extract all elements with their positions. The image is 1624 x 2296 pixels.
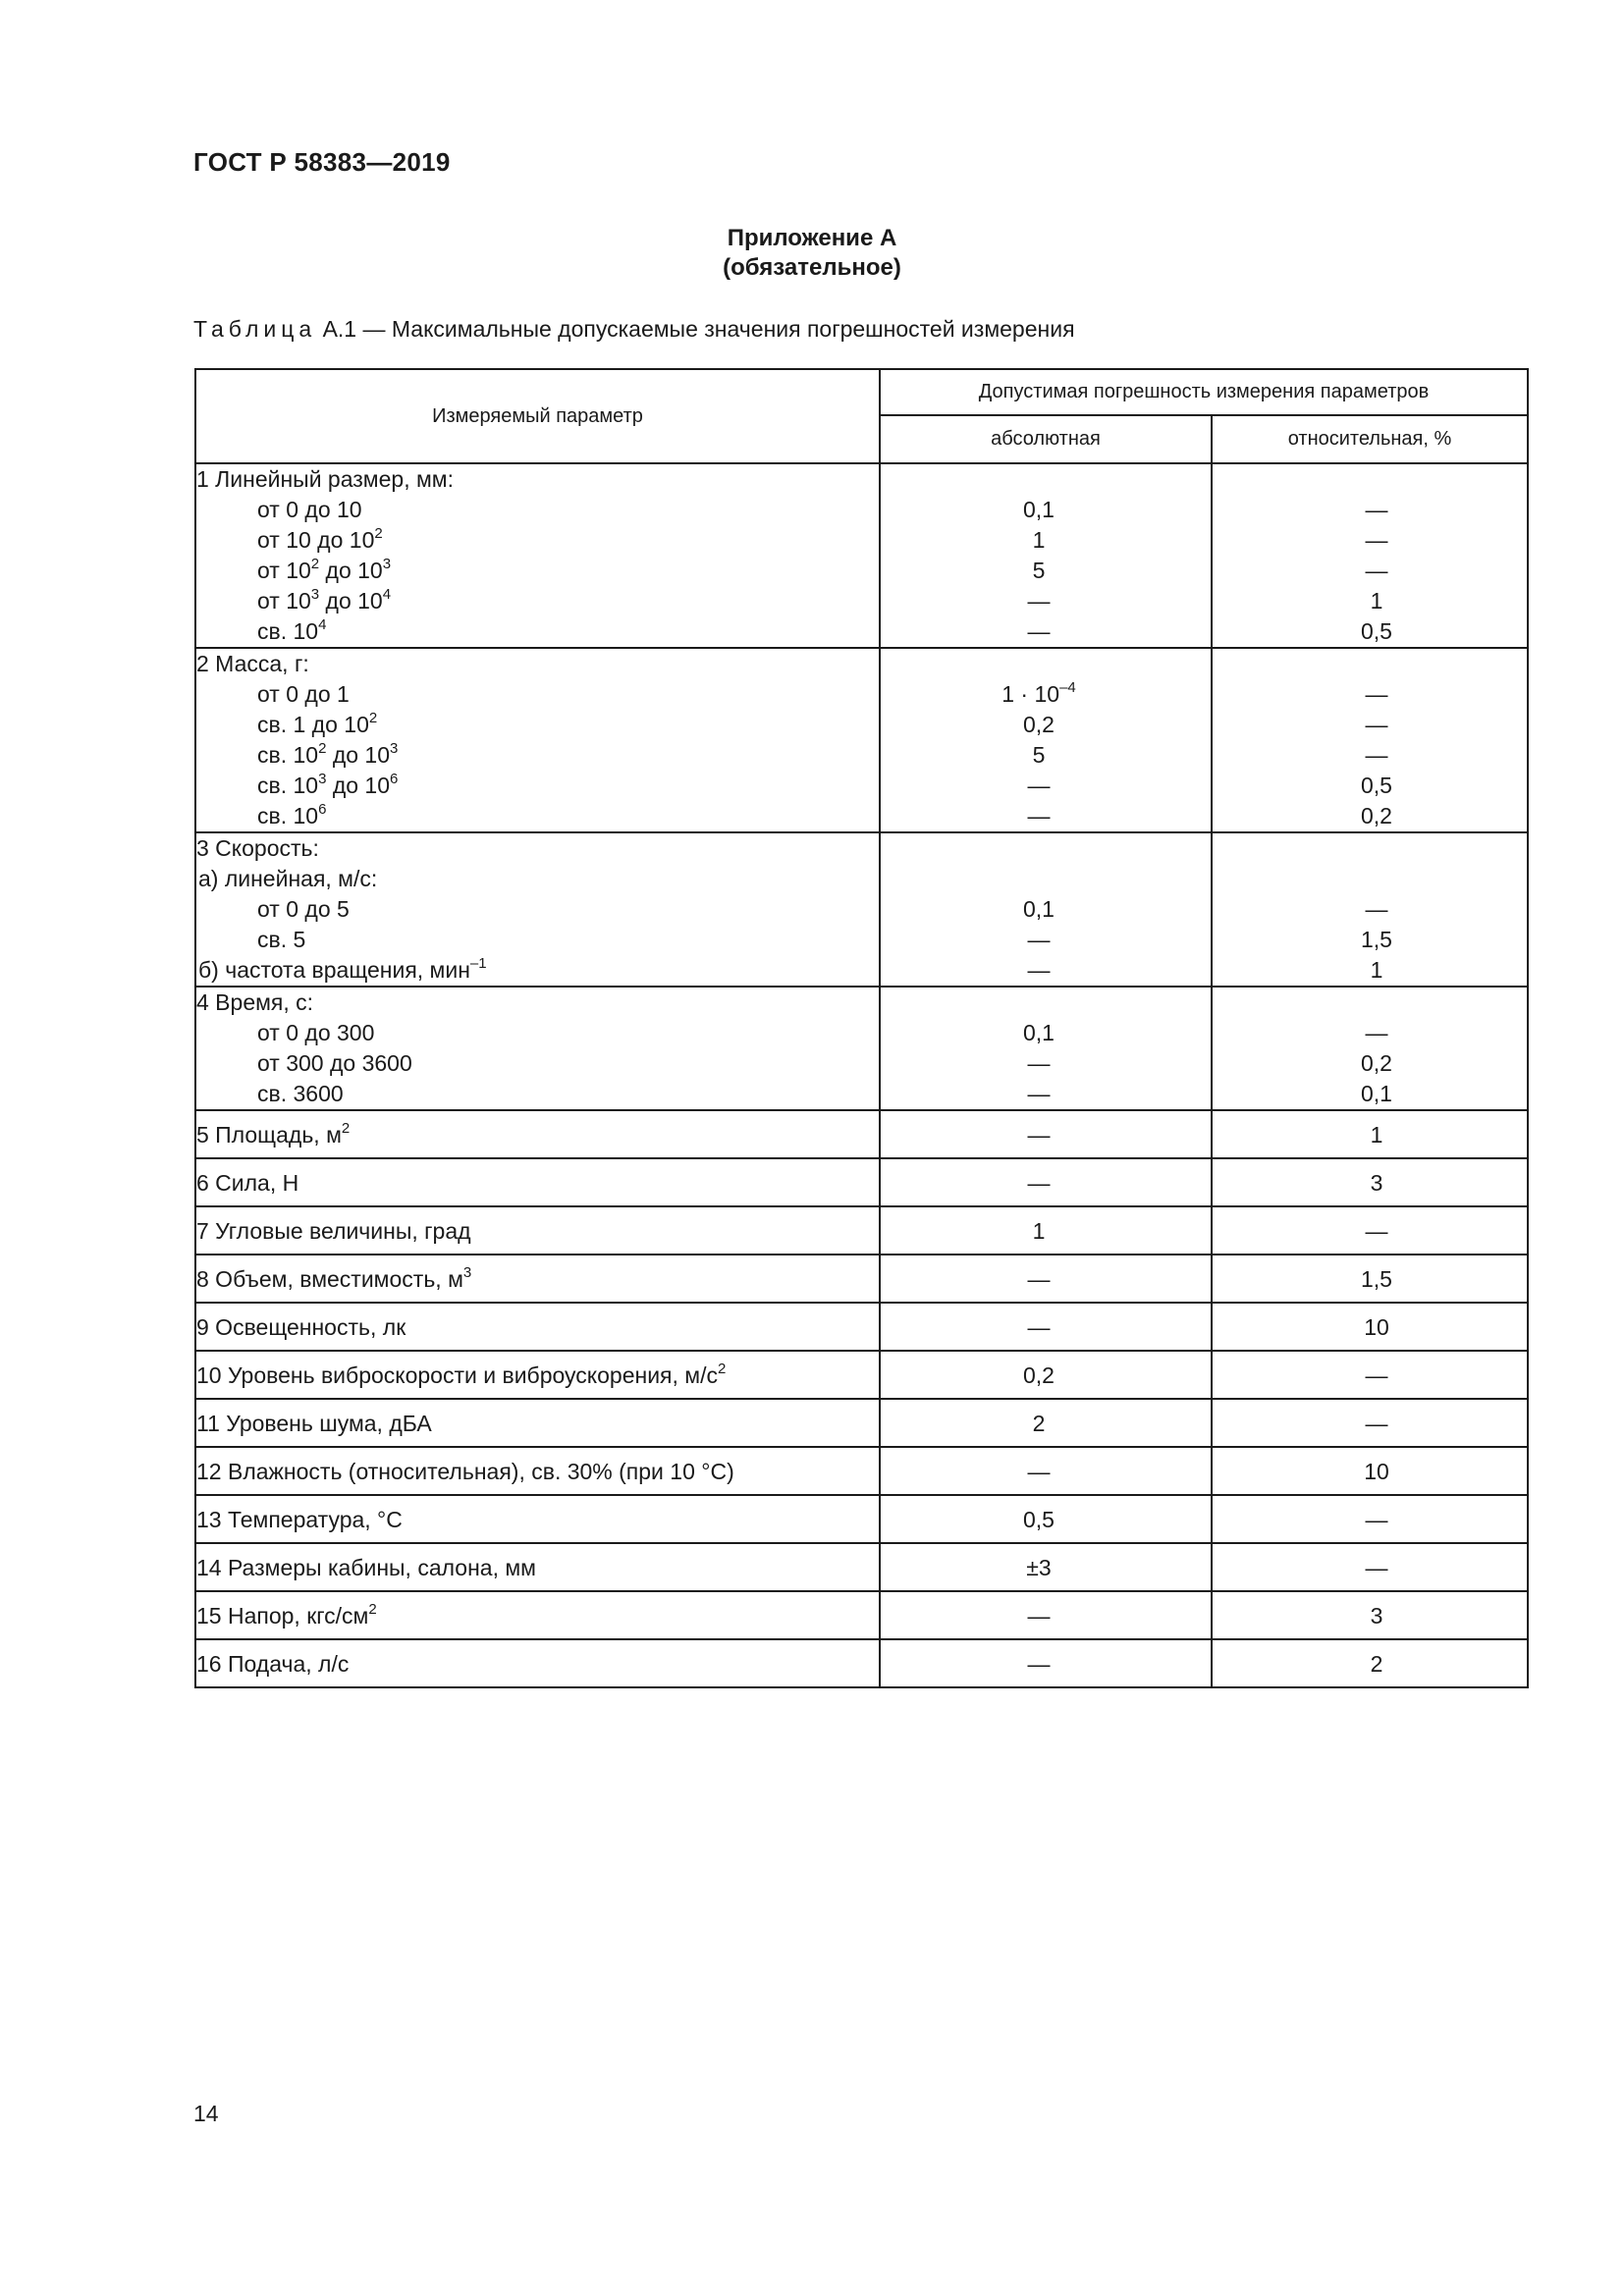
absolute-value-text: 1 · 10	[1001, 681, 1060, 707]
parameter-cell	[195, 1447, 880, 1495]
parameter-cell	[195, 648, 880, 832]
absolute-value	[881, 495, 1197, 525]
absolute-value	[881, 925, 1197, 955]
relative-value: —	[1365, 1506, 1388, 1532]
parameter-line	[196, 740, 879, 771]
parameter-cell	[195, 1495, 880, 1543]
absolute-value-text: 0,1	[1023, 1020, 1055, 1045]
relative-value: 3	[1370, 1602, 1383, 1629]
parameter-cell	[195, 463, 880, 648]
exponent: –4	[1059, 679, 1076, 696]
absolute-cell	[880, 1639, 1212, 1687]
absolute-value: —	[1027, 1458, 1051, 1484]
parameter-line	[196, 1601, 879, 1631]
parameter-line	[196, 955, 879, 986]
parameter-cell	[195, 1591, 880, 1639]
absolute-value-text: —	[1027, 927, 1051, 952]
relative-value-text: —	[1365, 497, 1388, 522]
relative-value	[1226, 988, 1527, 1018]
parameter-cell	[195, 1351, 880, 1399]
table-row	[195, 1639, 1528, 1687]
relative-cell	[1212, 1543, 1528, 1591]
appendix-title: Приложение А	[727, 225, 897, 251]
table-caption-label: Таблица	[193, 316, 317, 342]
absolute-value	[881, 771, 1197, 801]
parameter-line	[196, 833, 879, 864]
relative-value-text: 1	[1370, 957, 1383, 983]
relative-value	[1226, 740, 1527, 771]
parameter-text: 4 Время, с:	[196, 989, 314, 1015]
absolute-value: 1	[1032, 1217, 1046, 1244]
exponent: 3	[382, 556, 392, 572]
absolute-value-text: —	[1027, 1050, 1051, 1076]
header-allowed-error: Допустимая погрешность измерения параметров	[880, 369, 1528, 415]
exponent: 4	[318, 616, 327, 633]
table-row	[195, 648, 1528, 832]
relative-value	[1226, 894, 1527, 925]
parameter-line	[196, 495, 879, 525]
parameter-line	[196, 1553, 879, 1583]
relative-cell	[1212, 1110, 1528, 1158]
relative-value-text: —	[1365, 1020, 1388, 1045]
parameter-text: 13 Температура, °С	[196, 1506, 403, 1532]
parameter-text: от 300 до 3600	[257, 1050, 412, 1076]
relative-cell	[1212, 648, 1528, 832]
relative-value: —	[1365, 1362, 1388, 1388]
parameter-cell	[195, 832, 880, 987]
absolute-value-text: 5	[1032, 742, 1046, 768]
absolute-value	[881, 586, 1197, 616]
absolute-value-text: 0,1	[1023, 497, 1055, 522]
absolute-cell	[880, 1495, 1212, 1543]
parameter-text: до 10	[319, 558, 383, 583]
relative-cell	[1212, 463, 1528, 648]
absolute-value: —	[1027, 1313, 1051, 1340]
relative-value-text: —	[1365, 558, 1388, 583]
relative-value	[1226, 556, 1527, 586]
parameter-line	[196, 1168, 879, 1199]
parameter-line	[196, 1048, 879, 1079]
absolute-cell	[880, 1591, 1212, 1639]
absolute-value-text: 1	[1032, 527, 1046, 553]
parameter-text: от 0 до 5	[257, 896, 350, 922]
absolute-value-text: —	[1027, 773, 1051, 798]
relative-value-text: —	[1365, 681, 1388, 707]
parameter-cell	[195, 1543, 880, 1591]
relative-cell	[1212, 1495, 1528, 1543]
absolute-value	[881, 1048, 1197, 1079]
relative-value: 10	[1364, 1458, 1389, 1484]
relative-cell	[1212, 1591, 1528, 1639]
relative-cell	[1212, 1639, 1528, 1687]
parameter-text: св. 5	[257, 927, 306, 952]
relative-cell	[1212, 1303, 1528, 1351]
parameter-line	[196, 1361, 879, 1391]
exponent: 4	[382, 586, 392, 603]
parameter-text: от 0 до 10	[257, 497, 362, 522]
absolute-value	[881, 525, 1197, 556]
absolute-value	[881, 955, 1197, 986]
parameter-text: 2 Масса, г:	[196, 651, 309, 676]
absolute-value-text: —	[1027, 803, 1051, 828]
relative-value-text: 1	[1370, 588, 1383, 614]
table-row	[195, 1303, 1528, 1351]
parameter-cell	[195, 1158, 880, 1206]
parameter-text: от 0 до 300	[257, 1020, 375, 1045]
parameter-cell	[195, 987, 880, 1110]
absolute-cell	[880, 1351, 1212, 1399]
table-row	[195, 1447, 1528, 1495]
parameter-line	[196, 771, 879, 801]
absolute-cell	[880, 1543, 1212, 1591]
relative-value: 1,5	[1361, 1265, 1392, 1292]
exponent: 2	[374, 525, 383, 542]
table-row	[195, 1495, 1528, 1543]
exponent: 2	[717, 1360, 727, 1377]
absolute-value-text: 5	[1032, 558, 1046, 583]
absolute-value	[881, 1018, 1197, 1048]
parameter-line	[196, 988, 879, 1018]
parameter-line	[196, 801, 879, 831]
absolute-value	[881, 988, 1197, 1018]
parameter-line	[196, 1216, 879, 1247]
relative-value-text: —	[1365, 712, 1388, 737]
absolute-cell	[880, 648, 1212, 832]
error-limits-table	[194, 368, 1529, 1688]
table-caption-text: А.1 — Максимальные допускаемые значения погрешностей измерения	[316, 316, 1075, 342]
relative-value: 10	[1364, 1313, 1389, 1340]
header-relative: относительная, %	[1212, 415, 1528, 463]
absolute-cell	[880, 463, 1212, 648]
absolute-value	[881, 464, 1197, 495]
absolute-cell	[880, 1303, 1212, 1351]
relative-value	[1226, 801, 1527, 831]
absolute-cell	[880, 1110, 1212, 1158]
absolute-value	[881, 1079, 1197, 1109]
parameter-text: до 10	[319, 588, 383, 614]
absolute-cell	[880, 1399, 1212, 1447]
parameter-line	[196, 710, 879, 740]
absolute-value: —	[1027, 1602, 1051, 1629]
parameter-cell	[195, 1206, 880, 1255]
table-row	[195, 832, 1528, 987]
exponent: 3	[310, 586, 320, 603]
relative-value	[1226, 586, 1527, 616]
absolute-value: —	[1027, 1265, 1051, 1292]
appendix-status: (обязательное)	[723, 254, 901, 281]
parameter-text: 7 Угловые величины, град	[196, 1217, 471, 1244]
relative-value	[1226, 679, 1527, 710]
absolute-value: —	[1027, 1650, 1051, 1677]
exponent: 3	[390, 740, 399, 757]
absolute-value	[881, 833, 1197, 864]
parameter-text: 15 Напор, кгс/см	[196, 1602, 369, 1629]
relative-value-text: 0,1	[1361, 1081, 1392, 1106]
exponent: 6	[318, 801, 327, 818]
parameter-line	[196, 1649, 879, 1680]
table-row	[195, 1591, 1528, 1639]
absolute-cell	[880, 987, 1212, 1110]
absolute-value: ±3	[1026, 1554, 1052, 1580]
parameter-text: 16 Подача, л/с	[196, 1650, 350, 1677]
relative-value	[1226, 955, 1527, 986]
parameter-cell	[195, 1303, 880, 1351]
relative-value	[1226, 1079, 1527, 1109]
relative-value-text: 0,5	[1361, 618, 1392, 644]
parameter-line	[196, 525, 879, 556]
absolute-value: 2	[1032, 1410, 1046, 1436]
exponent: –1	[469, 955, 487, 972]
parameter-text: 5 Площадь, м	[196, 1121, 342, 1148]
parameter-text: 9 Освещенность, лк	[196, 1313, 406, 1340]
relative-value	[1226, 495, 1527, 525]
relative-cell	[1212, 1255, 1528, 1303]
parameter-cell	[195, 1255, 880, 1303]
relative-value	[1226, 771, 1527, 801]
table-row	[195, 1351, 1528, 1399]
parameter-line	[196, 925, 879, 955]
relative-cell	[1212, 1158, 1528, 1206]
relative-cell	[1212, 1206, 1528, 1255]
parameter-text: до 10	[326, 742, 391, 768]
table-row	[195, 1399, 1528, 1447]
relative-value: 3	[1370, 1169, 1383, 1196]
parameter-text: от 10 до 10	[257, 527, 375, 553]
absolute-value	[881, 864, 1197, 894]
absolute-value-text: —	[1027, 1081, 1051, 1106]
relative-value-text: —	[1365, 742, 1388, 768]
parameter-text: 6 Сила, Н	[196, 1169, 299, 1196]
absolute-value	[881, 894, 1197, 925]
relative-value	[1226, 1048, 1527, 1079]
parameter-line	[196, 1018, 879, 1048]
parameter-text: св. 10	[257, 618, 319, 644]
exponent: 2	[368, 710, 378, 726]
absolute-value	[881, 616, 1197, 647]
parameter-text: от 10	[257, 558, 311, 583]
page-number: 14	[193, 2101, 219, 2126]
parameter-text: 12 Влажность (относительная), св. 30% (при 10 °С)	[196, 1458, 734, 1484]
parameter-line	[196, 1312, 879, 1343]
relative-value-text: 1,5	[1361, 927, 1392, 952]
relative-value	[1226, 864, 1527, 894]
relative-value	[1226, 710, 1527, 740]
relative-value	[1226, 833, 1527, 864]
relative-value	[1226, 1018, 1527, 1048]
absolute-value	[881, 649, 1197, 679]
parameter-text: св. 10	[257, 742, 319, 768]
relative-value: —	[1365, 1554, 1388, 1580]
document-code: ГОСТ Р 58383—2019	[193, 147, 451, 177]
absolute-cell	[880, 1158, 1212, 1206]
relative-value	[1226, 925, 1527, 955]
exponent: 6	[390, 771, 399, 787]
absolute-value: 0,5	[1023, 1506, 1055, 1532]
parameter-line	[196, 1264, 879, 1295]
parameter-text: 3 Скорость:	[196, 835, 319, 861]
parameter-line	[196, 679, 879, 710]
relative-value-text: —	[1365, 527, 1388, 553]
table-caption	[193, 316, 1075, 343]
absolute-value: 0,2	[1023, 1362, 1055, 1388]
parameter-text: св. 1 до 10	[257, 712, 369, 737]
parameter-text: до 10	[326, 773, 391, 798]
relative-cell	[1212, 987, 1528, 1110]
relative-value-text: 0,2	[1361, 803, 1392, 828]
relative-cell	[1212, 1351, 1528, 1399]
parameter-text: 10 Уровень виброскорости и виброускорения, м/с	[196, 1362, 718, 1388]
parameter-text: 8 Объем, вместимость, м	[196, 1265, 463, 1292]
parameter-cell	[195, 1399, 880, 1447]
absolute-cell	[880, 1447, 1212, 1495]
parameter-text: 14 Размеры кабины, салона, мм	[196, 1554, 536, 1580]
parameter-line	[196, 616, 879, 647]
absolute-value: —	[1027, 1121, 1051, 1148]
relative-value-text: —	[1365, 896, 1388, 922]
absolute-value-text: —	[1027, 957, 1051, 983]
parameter-text: св. 10	[257, 803, 319, 828]
parameter-line	[196, 1457, 879, 1487]
header-absolute: абсолютная	[880, 415, 1212, 463]
relative-value	[1226, 525, 1527, 556]
parameter-line	[196, 1120, 879, 1150]
parameter-text: от 0 до 1	[257, 681, 350, 707]
relative-value	[1226, 464, 1527, 495]
absolute-value: —	[1027, 1169, 1051, 1196]
absolute-value	[881, 801, 1197, 831]
parameter-line	[196, 1505, 879, 1535]
parameter-line	[196, 1409, 879, 1439]
parameter-line	[196, 586, 879, 616]
absolute-value	[881, 710, 1197, 740]
parameter-text: 11 Уровень шума, дБА	[196, 1410, 432, 1436]
absolute-value	[881, 556, 1197, 586]
absolute-cell	[880, 832, 1212, 987]
relative-value	[1226, 649, 1527, 679]
relative-cell	[1212, 1399, 1528, 1447]
parameter-cell	[195, 1110, 880, 1158]
parameter-line	[196, 1079, 879, 1109]
table-row	[195, 1255, 1528, 1303]
exponent: 2	[318, 740, 327, 757]
absolute-value	[881, 679, 1197, 710]
relative-value	[1226, 616, 1527, 647]
parameter-text: 1 Линейный размер, мм:	[196, 466, 454, 492]
table-row	[195, 1206, 1528, 1255]
absolute-cell	[880, 1255, 1212, 1303]
parameter-line	[196, 864, 879, 894]
exponent: 3	[318, 771, 327, 787]
relative-cell	[1212, 832, 1528, 987]
absolute-value-text: —	[1027, 618, 1051, 644]
table-row	[195, 1543, 1528, 1591]
parameter-text: от 10	[257, 588, 311, 614]
absolute-value-text: —	[1027, 588, 1051, 614]
appendix-heading	[0, 224, 1624, 283]
table-body	[195, 463, 1528, 1687]
exponent: 2	[368, 1600, 377, 1618]
relative-value-text: 0,5	[1361, 773, 1392, 798]
parameter-cell	[195, 1639, 880, 1687]
relative-value: 1	[1370, 1121, 1383, 1148]
table-row	[195, 1158, 1528, 1206]
table-row	[195, 1110, 1528, 1158]
relative-value: —	[1365, 1410, 1388, 1436]
table-row	[195, 463, 1528, 648]
relative-cell	[1212, 1447, 1528, 1495]
absolute-value	[881, 740, 1197, 771]
absolute-cell	[880, 1206, 1212, 1255]
parameter-text: а) линейная, м/с:	[198, 866, 378, 891]
relative-value: —	[1365, 1217, 1388, 1244]
relative-value-text: 0,2	[1361, 1050, 1392, 1076]
parameter-text: б) частота вращения, мин	[198, 957, 470, 983]
exponent: 2	[341, 1119, 351, 1137]
header-parameter: Измеряемый параметр	[195, 369, 880, 463]
exponent: 2	[310, 556, 320, 572]
parameter-text: св. 10	[257, 773, 319, 798]
absolute-value-text: 0,2	[1023, 712, 1055, 737]
table-row	[195, 987, 1528, 1110]
absolute-value-text: 0,1	[1023, 896, 1055, 922]
parameter-line	[196, 464, 879, 495]
parameter-line	[196, 556, 879, 586]
exponent: 3	[462, 1263, 472, 1281]
parameter-line	[196, 649, 879, 679]
parameter-text: св. 3600	[257, 1081, 344, 1106]
relative-value: 2	[1370, 1650, 1383, 1677]
parameter-line	[196, 894, 879, 925]
